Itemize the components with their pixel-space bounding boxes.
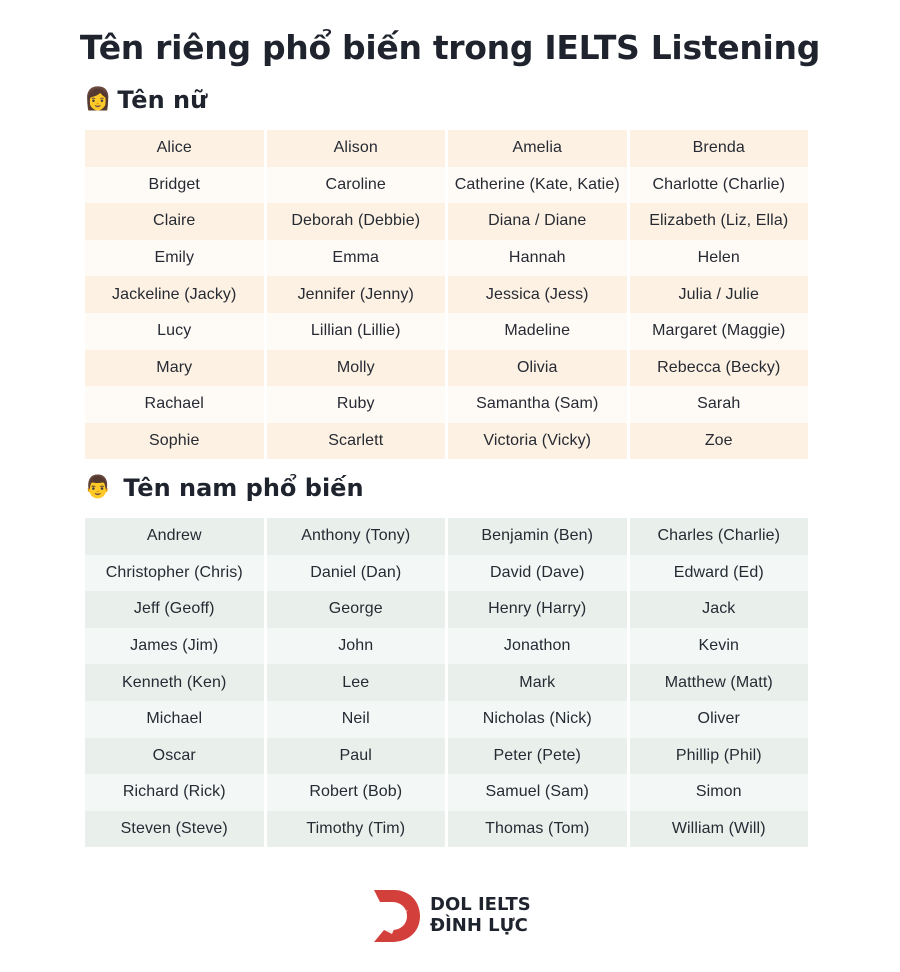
table-cell: Richard (Rick) — [85, 774, 264, 811]
table-cell: Neil — [267, 701, 446, 738]
table-cell: Emily — [85, 240, 264, 277]
table-cell: Charlotte (Charlie) — [630, 167, 809, 204]
table-cell: Paul — [267, 738, 446, 775]
table-cell: Samantha (Sam) — [448, 386, 627, 423]
table-cell: Robert (Bob) — [267, 774, 446, 811]
table-cell: Lee — [267, 664, 446, 701]
table-cell: Amelia — [448, 130, 627, 167]
man-emoji-icon: 👨 — [84, 475, 112, 500]
table-cell: Scarlett — [267, 423, 446, 460]
dol-logo-icon — [370, 886, 422, 944]
table-cell: Deborah (Debbie) — [267, 203, 446, 240]
table-cell: Jeff (Geoff) — [85, 591, 264, 628]
table-cell: Madeline — [448, 313, 627, 350]
table-cell: Jonathon — [448, 628, 627, 665]
table-cell: Thomas (Tom) — [448, 811, 627, 848]
table-cell: David (Dave) — [448, 555, 627, 592]
male-section-heading — [84, 474, 364, 502]
table-cell: Victoria (Vicky) — [448, 423, 627, 460]
table-cell: Andrew — [85, 518, 264, 555]
table-cell: Oliver — [630, 701, 809, 738]
table-cell: Caroline — [267, 167, 446, 204]
logo-line-2: ĐÌNH LỰC — [430, 915, 528, 936]
table-cell: Rebecca (Becky) — [630, 350, 809, 387]
table-cell: Anthony (Tony) — [267, 518, 446, 555]
table-cell: Helen — [630, 240, 809, 277]
table-cell: Hannah — [448, 240, 627, 277]
table-cell: James (Jim) — [85, 628, 264, 665]
table-cell: John — [267, 628, 446, 665]
table-cell: Emma — [267, 240, 446, 277]
table-cell: Timothy (Tim) — [267, 811, 446, 848]
female-heading-label: Tên nữ — [117, 86, 208, 114]
table-cell: Lucy — [85, 313, 264, 350]
table-cell: Zoe — [630, 423, 809, 460]
table-cell: Daniel (Dan) — [267, 555, 446, 592]
logo-line-1: DOL IELTS — [430, 894, 531, 915]
table-cell: Samuel (Sam) — [448, 774, 627, 811]
page-title: Tên riêng phổ biến trong IELTS Listening — [79, 28, 821, 67]
table-cell: Jackeline (Jacky) — [85, 276, 264, 313]
table-cell: Michael — [85, 701, 264, 738]
table-cell: Henry (Harry) — [448, 591, 627, 628]
table-cell: Christopher (Chris) — [85, 555, 264, 592]
table-cell: Margaret (Maggie) — [630, 313, 809, 350]
table-cell: Diana / Diane — [448, 203, 627, 240]
male-names-table — [85, 518, 808, 847]
table-cell: Olivia — [448, 350, 627, 387]
table-cell: Elizabeth (Liz, Ella) — [630, 203, 809, 240]
female-section-heading — [84, 86, 207, 114]
table-cell: Ruby — [267, 386, 446, 423]
table-cell: Alice — [85, 130, 264, 167]
table-cell: Oscar — [85, 738, 264, 775]
table-cell: Benjamin (Ben) — [448, 518, 627, 555]
male-heading-label: Tên nam phổ biến — [123, 474, 364, 502]
brand-logo — [370, 886, 531, 944]
table-cell: Sarah — [630, 386, 809, 423]
table-cell: Kevin — [630, 628, 809, 665]
table-cell: Matthew (Matt) — [630, 664, 809, 701]
table-cell: Simon — [630, 774, 809, 811]
table-cell: Mark — [448, 664, 627, 701]
table-cell: Brenda — [630, 130, 809, 167]
table-cell: Kenneth (Ken) — [85, 664, 264, 701]
woman-emoji-icon: 👩 — [84, 87, 112, 112]
table-cell: Jennifer (Jenny) — [267, 276, 446, 313]
table-cell: Jessica (Jess) — [448, 276, 627, 313]
table-cell: Mary — [85, 350, 264, 387]
table-cell: Jack — [630, 591, 809, 628]
table-cell: Edward (Ed) — [630, 555, 809, 592]
table-cell: Phillip (Phil) — [630, 738, 809, 775]
table-cell: Nicholas (Nick) — [448, 701, 627, 738]
table-cell: Sophie — [85, 423, 264, 460]
table-cell: Alison — [267, 130, 446, 167]
table-cell: Catherine (Kate, Katie) — [448, 167, 627, 204]
table-cell: Lillian (Lillie) — [267, 313, 446, 350]
table-cell: Bridget — [85, 167, 264, 204]
table-cell: Julia / Julie — [630, 276, 809, 313]
table-cell: George — [267, 591, 446, 628]
table-cell: Molly — [267, 350, 446, 387]
female-names-table — [85, 130, 808, 459]
table-cell: Rachael — [85, 386, 264, 423]
table-cell: Steven (Steve) — [85, 811, 264, 848]
table-cell: William (Will) — [630, 811, 809, 848]
table-cell: Claire — [85, 203, 264, 240]
table-cell: Peter (Pete) — [448, 738, 627, 775]
table-cell: Charles (Charlie) — [630, 518, 809, 555]
